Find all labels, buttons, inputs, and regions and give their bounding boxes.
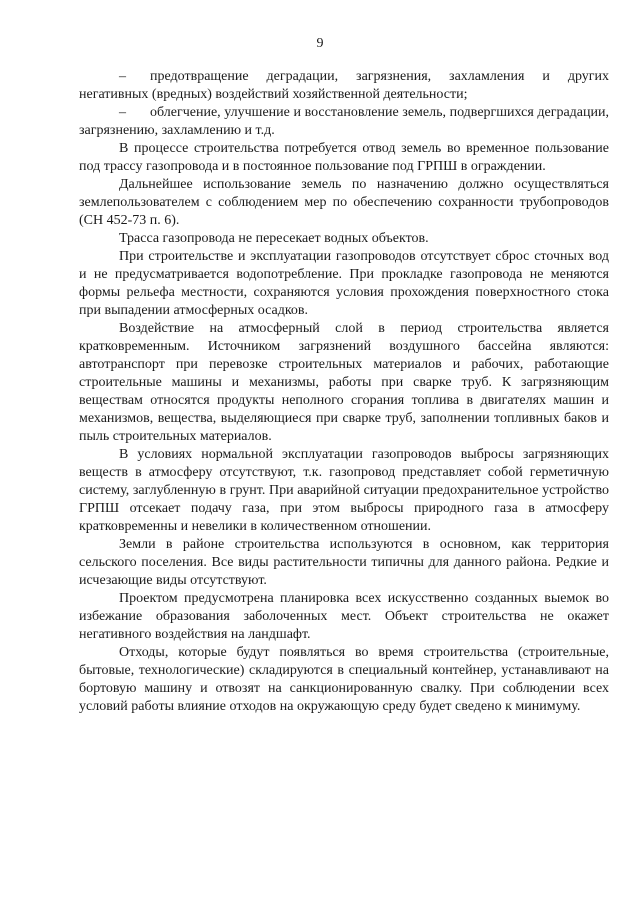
paragraph-wastewater: При строительстве и эксплуатации газопроводов отсутствует сброс сточных вод и не предусматривается водопотребление. При прокладке газопровода не меняются формы рельефа местности, сохраняются условия прохождения поверхностного стока при выпадении атмосферных осадков.	[79, 249, 609, 318]
paragraph-waste: Отходы, которые будут появляться во время строительства (строительные, бытовые, технологические) складируются в специальный контейнер, устанавливают на бортовую машину и отвозят на санкционированную свалку. При соблюдении всех условий работы влияние отходов на окружающую среду будет сведено к минимуму.	[79, 645, 609, 714]
paragraph-landscape: Проектом предусмотрена планировка всех искусственно созданных выемок во избежание образования заболоченных мест. Объект строительства не окажет негативного воздействия на ландшафт.	[79, 591, 609, 642]
paragraph-atmosphere-construction: Воздействие на атмосферный слой в период строительства является кратковременным. Источником загрязнений воздушного бассейна являются: автотранспорт при перевозке строительных материалов и рабочих, работающие строительные машины и механизмы, работы при сварке труб. К загрязняющим веществам относятся продукты неполного сгорания топлива в двигателях машин и механизмов, вещества, выделяющиеся при сварке труб, заполнении топливных баков и пыль строительных материалов.	[79, 321, 609, 444]
bullet-dash: –	[119, 69, 126, 84]
page-body	[79, 68, 609, 716]
bullet-item	[79, 68, 609, 104]
page-number: 9	[316, 36, 324, 51]
paragraph-atmosphere-operation: В условиях нормальной эксплуатации газопроводов выбросы загрязняющих веществ в атмосферу отсутствуют, т.к. газопровод представляет собой герметичную систему, заглубленную в грунт. При аварийной ситуации предохранительное устройство ГРПШ отсекает подачу газа, при этом выбросы природного газа в атмосферу кратковременны и невелики в количественном отношении.	[79, 447, 609, 534]
paragraph-land-allocation: В процессе строительства потребуется отвод земель во временное пользование под трассу газопровода и в постоянное пользование под ГРПШ в ограждении.	[79, 141, 609, 174]
paragraph-land-use: Дальнейшее использование земель по назначению должно осуществляться землепользователем с соблюдением мер по обеспечению сохранности трубопроводов (СН 452-73 п. 6).	[79, 177, 609, 228]
paragraph-water-objects: Трасса газопровода не пересекает водных объектов.	[119, 231, 429, 246]
bullet-item	[79, 104, 609, 140]
paragraph-vegetation: Земли в районе строительства используются в основном, как территория сельского поселения. Все виды растительности типичны для данного района. Редкие и исчезающие виды отсутствуют.	[79, 537, 609, 588]
bullet-text: облегчение, улучшение и восстановление земель, подвергшихся деградации, загрязнению, захламлению и т.д.	[79, 105, 609, 138]
bullet-dash: –	[119, 105, 126, 120]
bullet-text: предотвращение деградации, загрязнения, захламления и других негативных (вредных) воздействий хозяйственной деятельности;	[79, 69, 609, 102]
